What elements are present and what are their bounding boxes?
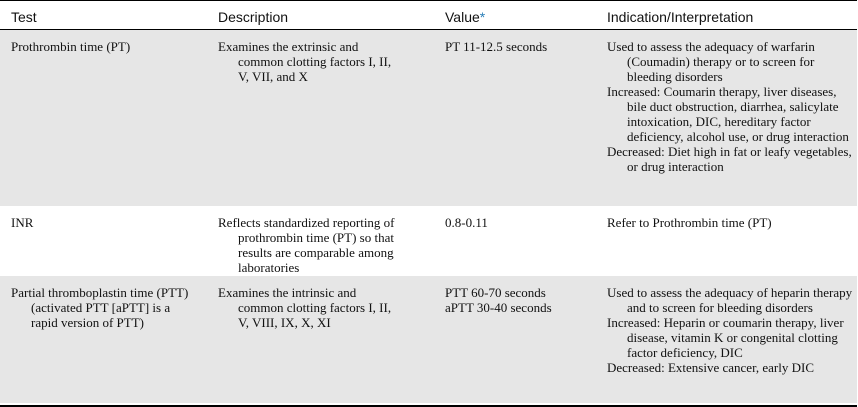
cell-text: Examines the extrinsic and common clotting factors I, II, V, VII, and X [218,39,392,84]
cell-text: Decreased: Diet high in fat or leafy vegetables, or drug interaction [607,144,852,174]
table-row [0,276,857,403]
header-description: Description [218,9,289,25]
cell-description [218,285,403,330]
cell-indication [607,39,855,174]
table-row [0,30,857,206]
cell-text: Increased: Heparin or coumarin therapy, liver disease, vitamin K or congenital clotting factor deficiency, DIC [607,315,844,360]
cell-text: Increased: Coumarin therapy, liver diseases, bile duct obstruction, diarrhea, salicylate intoxication, DIC, hereditary factor deficiency, alcohol use, or drug interaction [607,84,849,144]
cell-value [445,215,595,230]
header-test: Test [11,9,37,25]
cell-text: Examines the intrinsic and common clotting factors I, II, V, VIII, IX, X, XI [218,285,392,330]
cell-text: Decreased: Extensive cancer, early DIC [607,360,815,375]
table-header [0,1,857,30]
cell-text: INR [11,215,34,230]
table-row [0,206,857,276]
header-value-label: Value [445,9,480,25]
cell-value [445,39,595,54]
cell-text: Partial thromboplastin time (PTT) (activated PTT [aPTT] is a rapid version of PTT) [11,285,189,330]
cell-text: aPTT 30-40 seconds [445,300,552,315]
cell-test [11,285,196,330]
cell-indication [607,215,855,230]
footnote-marker: * [479,9,486,25]
cell-test [11,39,191,54]
cell-description [218,39,398,84]
cell-text: PTT 60-70 seconds [445,285,546,300]
cell-text: Refer to Prothrombin time (PT) [607,215,772,230]
cell-value [445,285,595,315]
cell-text: Used to assess the adequacy of heparin therapy and to screen for bleeding disorders [607,285,853,315]
header-indication: Indication/Interpretation [607,9,754,25]
cell-text: Reflects standardized reporting of prothrombin time (PT) so that results are comparable among laboratories [218,215,395,275]
header-value [445,10,485,25]
cell-text: Used to assess the adequacy of warfarin (Coumadin) therapy or to screen for bleeding disorders [607,39,815,84]
cell-text: Prothrombin time (PT) [11,39,131,54]
cell-test [11,215,201,230]
cell-description [218,215,406,275]
cell-indication [607,285,855,375]
cell-text: 0.8-0.11 [445,215,488,230]
cell-text: PT 11-12.5 seconds [445,39,548,54]
